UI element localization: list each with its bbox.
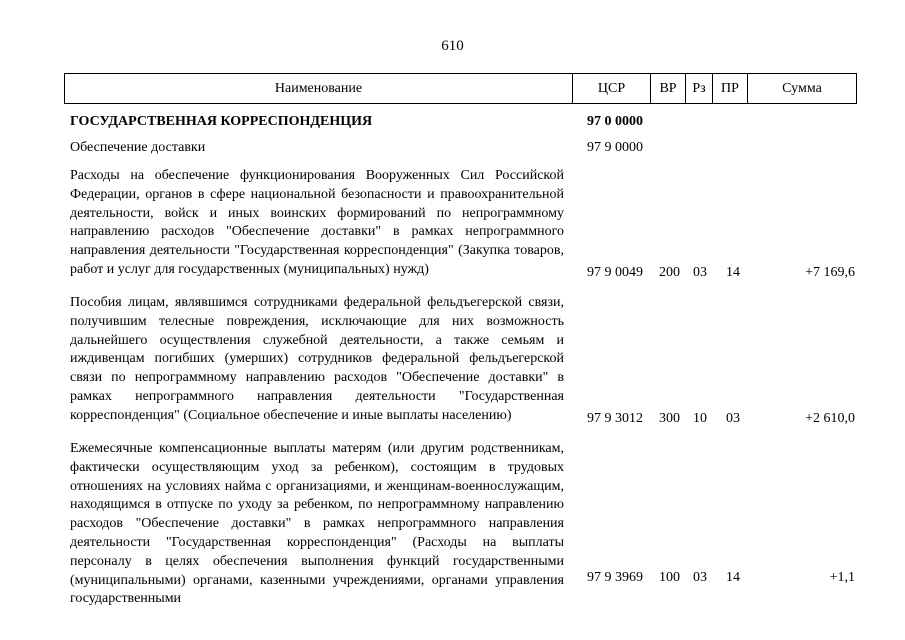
row-csr: 97 9 0049 bbox=[587, 265, 643, 280]
row-sum: +1,1 bbox=[829, 570, 855, 585]
row-name: Ежемесячные компенсационные выплаты матерям (или другим родственникам, фактически осуществляющим уход за ребенком), состоящим в трудовых отношениях на условиях найма с организациями, и женщинам-военнослужащим, находящимся в отпуске по уходу за ребенком, по непрограммному направлению расходов "Обеспечение доставки" в рамках непрограммного направления деятельности "Государственная корреспонденция" (Расходы на выплаты персоналу в целях обеспечения выполнения функций государственными (муниципальными) органами, казенными учреждениями, органами управления государственными bbox=[70, 441, 564, 607]
row-pr: 14 bbox=[726, 570, 740, 585]
row-csr: 97 0 0000 bbox=[587, 114, 643, 129]
page-number: 610 bbox=[441, 38, 464, 54]
row-sum: +7 169,6 bbox=[805, 265, 855, 280]
header-vr: ВР bbox=[650, 74, 685, 103]
row-rz: 10 bbox=[693, 411, 707, 426]
header-pr: ПР bbox=[712, 74, 747, 103]
row-rz: 03 bbox=[693, 570, 707, 585]
row-rz: 03 bbox=[693, 265, 707, 280]
row-name: ГОСУДАРСТВЕННАЯ КОРРЕСПОНДЕНЦИЯ bbox=[70, 114, 373, 129]
header-csr: ЦСР bbox=[572, 74, 650, 103]
row-name: Пособия лицам, являвшимся сотрудниками федеральной фельдъегерской связи, получившим телесные повреждения, исключающие для них возможность дальнейшего осуществления служебной деятельности, а также семьям и иждивенцам погибших (умерших) сотрудников федеральной фельдъегерской связи по непрограммному направлению расходов "Обеспечение доставки" в рамках непрограммного направления деятельности "Государственная корреспонденция" (Социальное обеспечение и иные выплаты населению) bbox=[70, 295, 564, 423]
row-name: Расходы на обеспечение функционирования Вооруженных Сил Российской Федерации, органов в сфере национальной безопасности и правоохранительной деятельности, войск и иных воинских формирований по непрограммному направлению расходов "Обеспечение доставки" в рамках непрограммного направления деятельности "Государственная корреспонденция" (Закупка товаров, работ и услуг для государственных (муниципальных) нужд) bbox=[70, 168, 564, 277]
table-header bbox=[64, 73, 857, 104]
row-vr: 300 bbox=[659, 411, 680, 426]
row-vr: 100 bbox=[659, 570, 680, 585]
header-sum: Сумма bbox=[747, 74, 856, 103]
row-pr: 14 bbox=[726, 265, 740, 280]
header-rz: Рз bbox=[685, 74, 712, 103]
row-sum: +2 610,0 bbox=[805, 411, 855, 426]
row-csr: 97 9 0000 bbox=[587, 140, 643, 155]
header-name: Наименование bbox=[274, 81, 363, 96]
row-vr: 200 bbox=[659, 265, 680, 280]
row-csr: 97 9 3969 bbox=[587, 570, 643, 585]
row-pr: 03 bbox=[726, 411, 740, 426]
row-csr: 97 9 3012 bbox=[587, 411, 643, 426]
row-name: Обеспечение доставки bbox=[70, 140, 206, 155]
